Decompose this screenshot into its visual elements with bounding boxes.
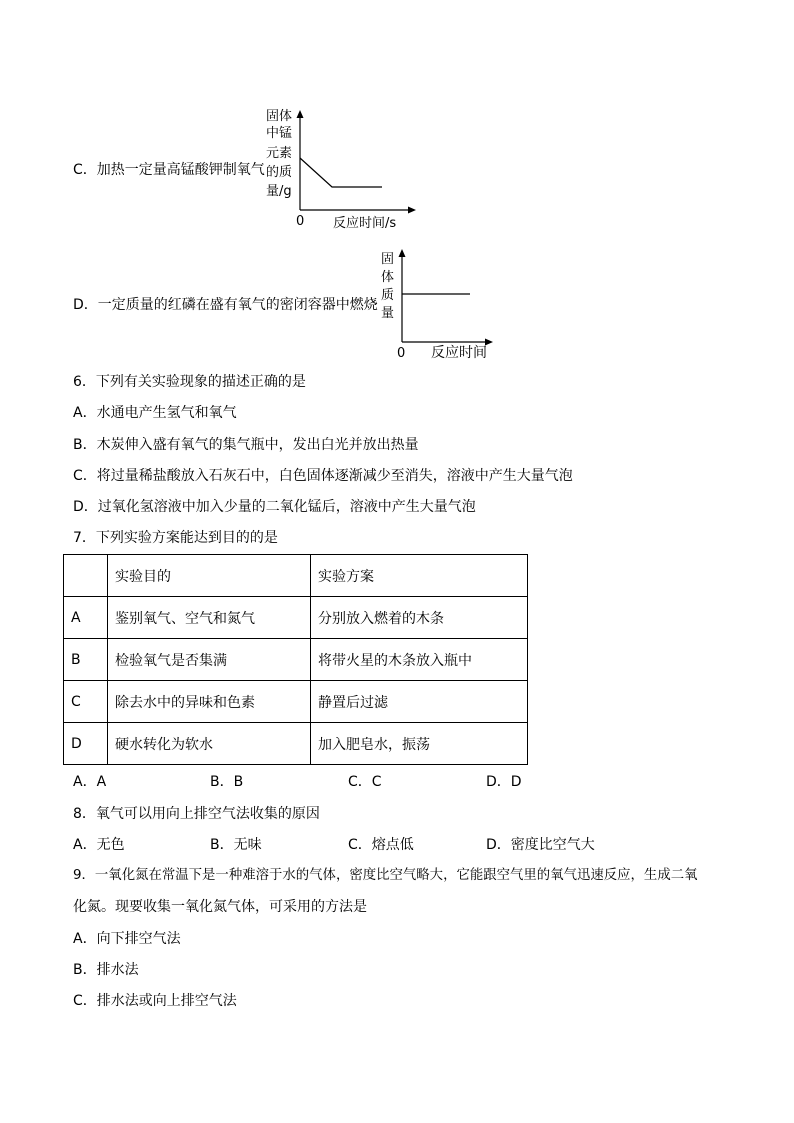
- q6-option-d: D．过氧化氢溶液中加入少量的二氧化锰后，溶液中产生大量气泡: [73, 499, 476, 515]
- q7-option-b: B．B: [210, 774, 244, 790]
- q6-option-a: A．水通电产生氢气和氧气: [73, 405, 237, 421]
- table-cell: 检验氧气是否集满: [108, 639, 311, 681]
- graph-origin: 0: [397, 346, 406, 361]
- y-axis-label-line: 固体: [266, 109, 293, 124]
- table-row: [64, 681, 528, 723]
- table-cell: 鉴别氧气、空气和氮气: [108, 597, 311, 639]
- table-header-cell: [64, 555, 108, 597]
- graph-origin: 0: [296, 214, 305, 229]
- table-cell: B: [64, 639, 108, 681]
- y-axis-label-line: 固: [381, 252, 395, 267]
- y-axis-label-line: 量: [381, 306, 395, 321]
- y-axis-label-line: 元素: [266, 146, 293, 161]
- graph-line: [300, 158, 382, 187]
- q8-stem: 8．氧气可以用向上排空气法收集的原因: [73, 806, 320, 822]
- x-axis-label: 反应时间: [431, 345, 487, 361]
- graph-axes: [397, 249, 517, 349]
- table-header-row: [64, 555, 528, 597]
- y-axis-label-line: 量/g: [266, 184, 292, 199]
- table-cell: D: [64, 723, 108, 765]
- table-cell: 分别放入燃着的木条: [311, 597, 528, 639]
- table-cell: 静置后过滤: [311, 681, 528, 723]
- table-cell: 除去水中的异味和色素: [108, 681, 311, 723]
- table-row: [64, 723, 528, 765]
- table-cell: 加入肥皂水，振荡: [311, 723, 528, 765]
- q6-option-b: B．木炭伸入盛有氧气的集气瓶中，发出白光并放出热量: [73, 437, 419, 453]
- q5-option-c-text: C．加热一定量高锰酸钾制氧气: [73, 162, 265, 178]
- q7-stem: 7．下列实验方案能达到目的的是: [73, 530, 278, 546]
- q8-option-b: B．无味: [210, 837, 262, 853]
- y-axis-label-line: 体: [381, 270, 395, 285]
- q9-option-c: C．排水法或向上排空气法: [73, 993, 237, 1009]
- y-axis-label-line: 中锰: [266, 126, 293, 141]
- graph-axes: [295, 110, 415, 220]
- table-cell: 将带火星的木条放入瓶中: [311, 639, 528, 681]
- q7-option-c: C．C: [348, 774, 382, 790]
- table-cell: A: [64, 597, 108, 639]
- y-axis-label-line: 质: [381, 288, 395, 303]
- q9-option-b: B．排水法: [73, 962, 139, 978]
- q7-table: [63, 554, 528, 765]
- table-header-cell: 实验目的: [108, 555, 311, 597]
- q9-option-a: A．向下排空气法: [73, 931, 181, 947]
- q5-option-d-text: D．一定质量的红磷在盛有氧气的密闭容器中燃烧: [73, 297, 378, 313]
- table-cell: 硬水转化为软水: [108, 723, 311, 765]
- q8-option-c: C．熔点低: [348, 837, 414, 853]
- q6-stem: 6．下列有关实验现象的描述正确的是: [73, 374, 306, 390]
- table-row: [64, 639, 528, 681]
- table-header-cell: 实验方案: [311, 555, 528, 597]
- q6-option-c: C．将过量稀盐酸放入石灰石中，白色固体逐渐减少至消失，溶液中产生大量气泡: [73, 468, 573, 484]
- table-row: [64, 597, 528, 639]
- q9-stem-line1: 9．一氧化氮在常温下是一种难溶于水的气体，密度比空气略大，它能跟空气里的氧气迅速反应，生成二氧: [73, 868, 698, 883]
- x-axis-label: 反应时间/s: [333, 216, 397, 231]
- q9-stem-line2: 化氮。现要收集一氧化氮气体，可采用的方法是: [73, 899, 367, 915]
- table-cell: C: [64, 681, 108, 723]
- y-axis-label-line: 的质: [266, 165, 293, 180]
- q8-option-a: A．无色: [73, 837, 125, 853]
- q7-option-a: A．A: [73, 774, 107, 790]
- q8-option-d: D．密度比空气大: [486, 837, 595, 853]
- q7-option-d: D．D: [486, 774, 522, 790]
